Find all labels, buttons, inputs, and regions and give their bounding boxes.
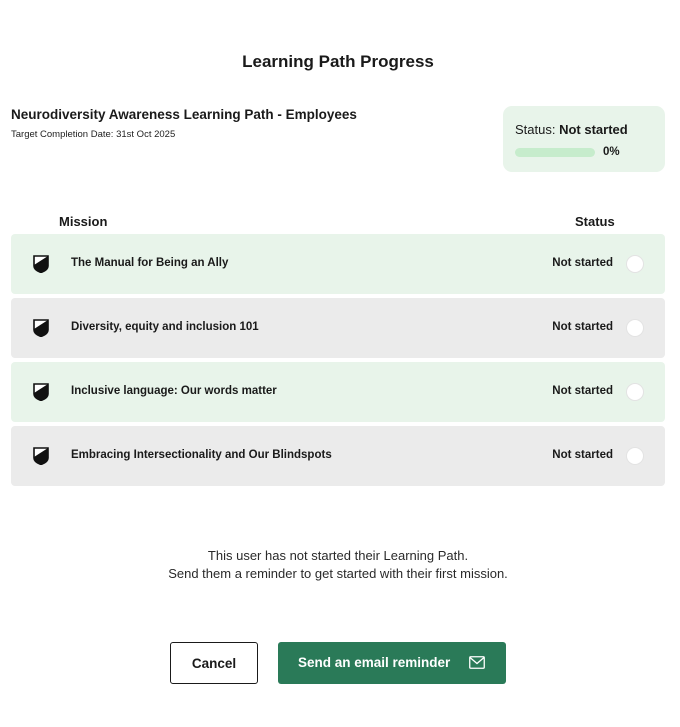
shield-icon — [33, 447, 49, 465]
mission-row[interactable] — [11, 234, 665, 294]
page-title: Learning Path Progress — [242, 52, 434, 71]
status-label: Status: — [515, 122, 556, 137]
mission-name: Diversity, equity and inclusion 101 — [71, 321, 259, 333]
send-email-reminder-button[interactable] — [278, 642, 506, 684]
mission-status: Not started — [552, 385, 613, 397]
progress-percent: 0% — [603, 146, 620, 158]
shield-icon — [33, 255, 49, 273]
shield-icon — [33, 319, 49, 337]
status-circle-icon — [626, 255, 644, 273]
status-circle-icon — [626, 447, 644, 465]
column-header-status: Status — [575, 214, 615, 229]
status-card — [503, 106, 665, 172]
mission-row[interactable] — [11, 426, 665, 486]
reminder-message-line2: Send them a reminder to get started with their first mission. — [168, 566, 508, 581]
send-button-label: Send an email reminder — [298, 655, 451, 670]
reminder-message-line1: This user has not started their Learning Path. — [207, 548, 469, 563]
mission-status: Not started — [552, 449, 613, 461]
column-header-mission: Mission — [59, 214, 108, 229]
learning-path-name: Neurodiversity Awareness Learning Path - Employees — [11, 107, 357, 122]
progress-bar — [515, 148, 595, 157]
mission-name: Inclusive language: Our words matter — [71, 385, 277, 397]
mail-icon — [469, 656, 485, 669]
mission-status: Not started — [552, 321, 613, 333]
status-circle-icon — [626, 383, 644, 401]
cancel-button[interactable]: Cancel — [170, 642, 258, 684]
target-completion-date: Target Completion Date: 31st Oct 2025 — [11, 129, 176, 140]
status-line — [515, 122, 628, 137]
shield-icon — [33, 383, 49, 401]
mission-name: The Manual for Being an Ally — [71, 257, 229, 269]
mission-row[interactable] — [11, 298, 665, 358]
status-circle-icon — [626, 319, 644, 337]
mission-row[interactable] — [11, 362, 665, 422]
status-value: Not started — [559, 122, 628, 137]
mission-name: Embracing Intersectionality and Our Blindspots — [71, 449, 332, 461]
mission-status: Not started — [552, 257, 613, 269]
